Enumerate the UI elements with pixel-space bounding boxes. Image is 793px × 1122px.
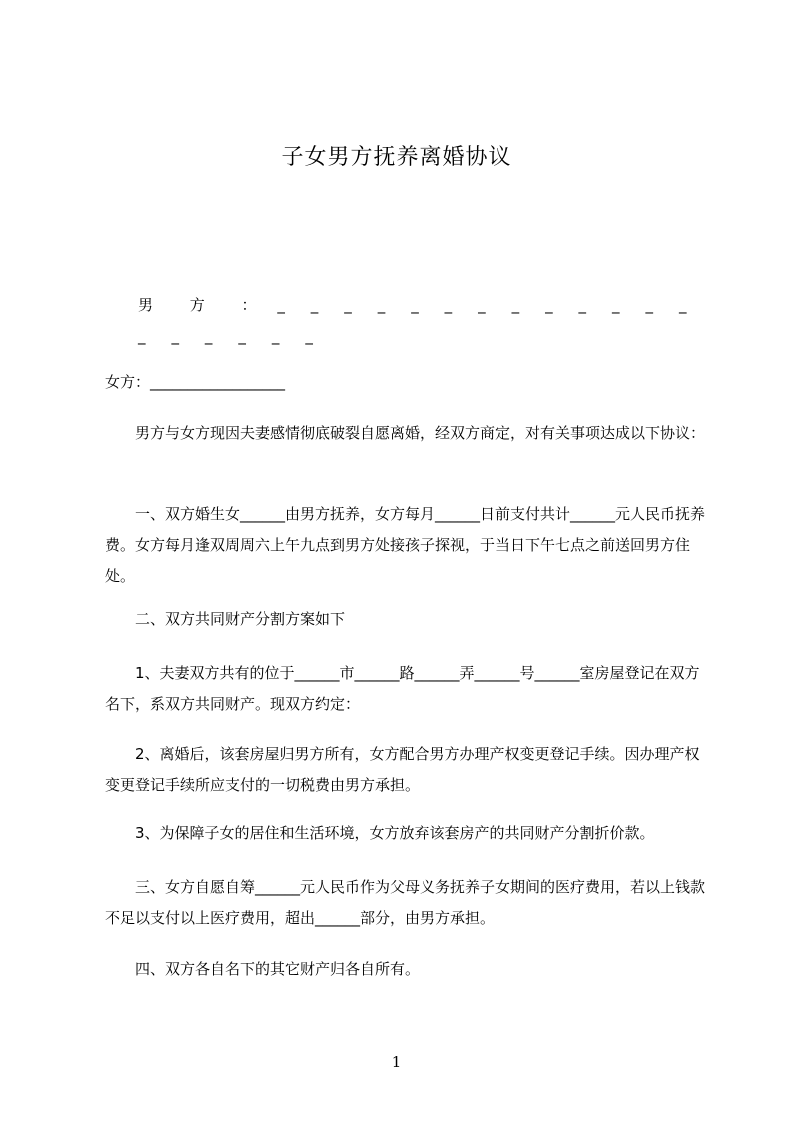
paragraph-intro: 男方与女方现因夫妻感情彻底破裂自愿离婚，经双方商定，对有关事项达成以下协议： xyxy=(105,424,706,442)
paragraph-property-3: 3、为保障子女的居住和生活环境，女方放弃该套房产的共同财产分割折价款。 xyxy=(105,824,655,842)
male-party-line xyxy=(138,290,708,352)
paragraph-property-2: 2、离婚后，该套房屋归男方所有，女方配合男方办理产权变更登记手续。因办理产权变更登记手续所应支付的一切税费由男方承担。 xyxy=(105,745,700,794)
male-party-blank: _ _ _ _ _ _ _ _ _ _ _ _ _ _ _ _ _ _ _ xyxy=(138,296,698,345)
paragraph-other-property: 四、双方各自名下的其它财产归各自所有。 xyxy=(105,960,421,978)
document-title: 子女男方抚养离婚协议 xyxy=(281,145,512,170)
paragraph-custody: 一、双方婚生女______由男方抚养，女方每月______日前支付共计______元人民币抚养费。女方每月逢双周周六上午九点到男方处接孩子探视，于当日下午七点之前送回男方住处。 xyxy=(105,505,706,585)
female-party-line: 女方：__________________ xyxy=(105,373,286,391)
paragraph-medical: 三、女方自愿自筹______元人民币作为父母义务抚养子女期间的医疗费用，若以上钱款不足以支付以上医疗费用，超出______部分，由男方承担。 xyxy=(105,878,706,927)
male-party-label: 男 方 ： xyxy=(138,296,273,314)
page-number: 1 xyxy=(391,1053,402,1071)
paragraph-property-heading: 二、双方共同财产分割方案如下 xyxy=(105,610,346,628)
paragraph-property-1: 1、夫妻双方共有的位于______市______路______弄______号______室房屋登记在双方名下，系双方共同财产。现双方约定： xyxy=(105,664,700,713)
